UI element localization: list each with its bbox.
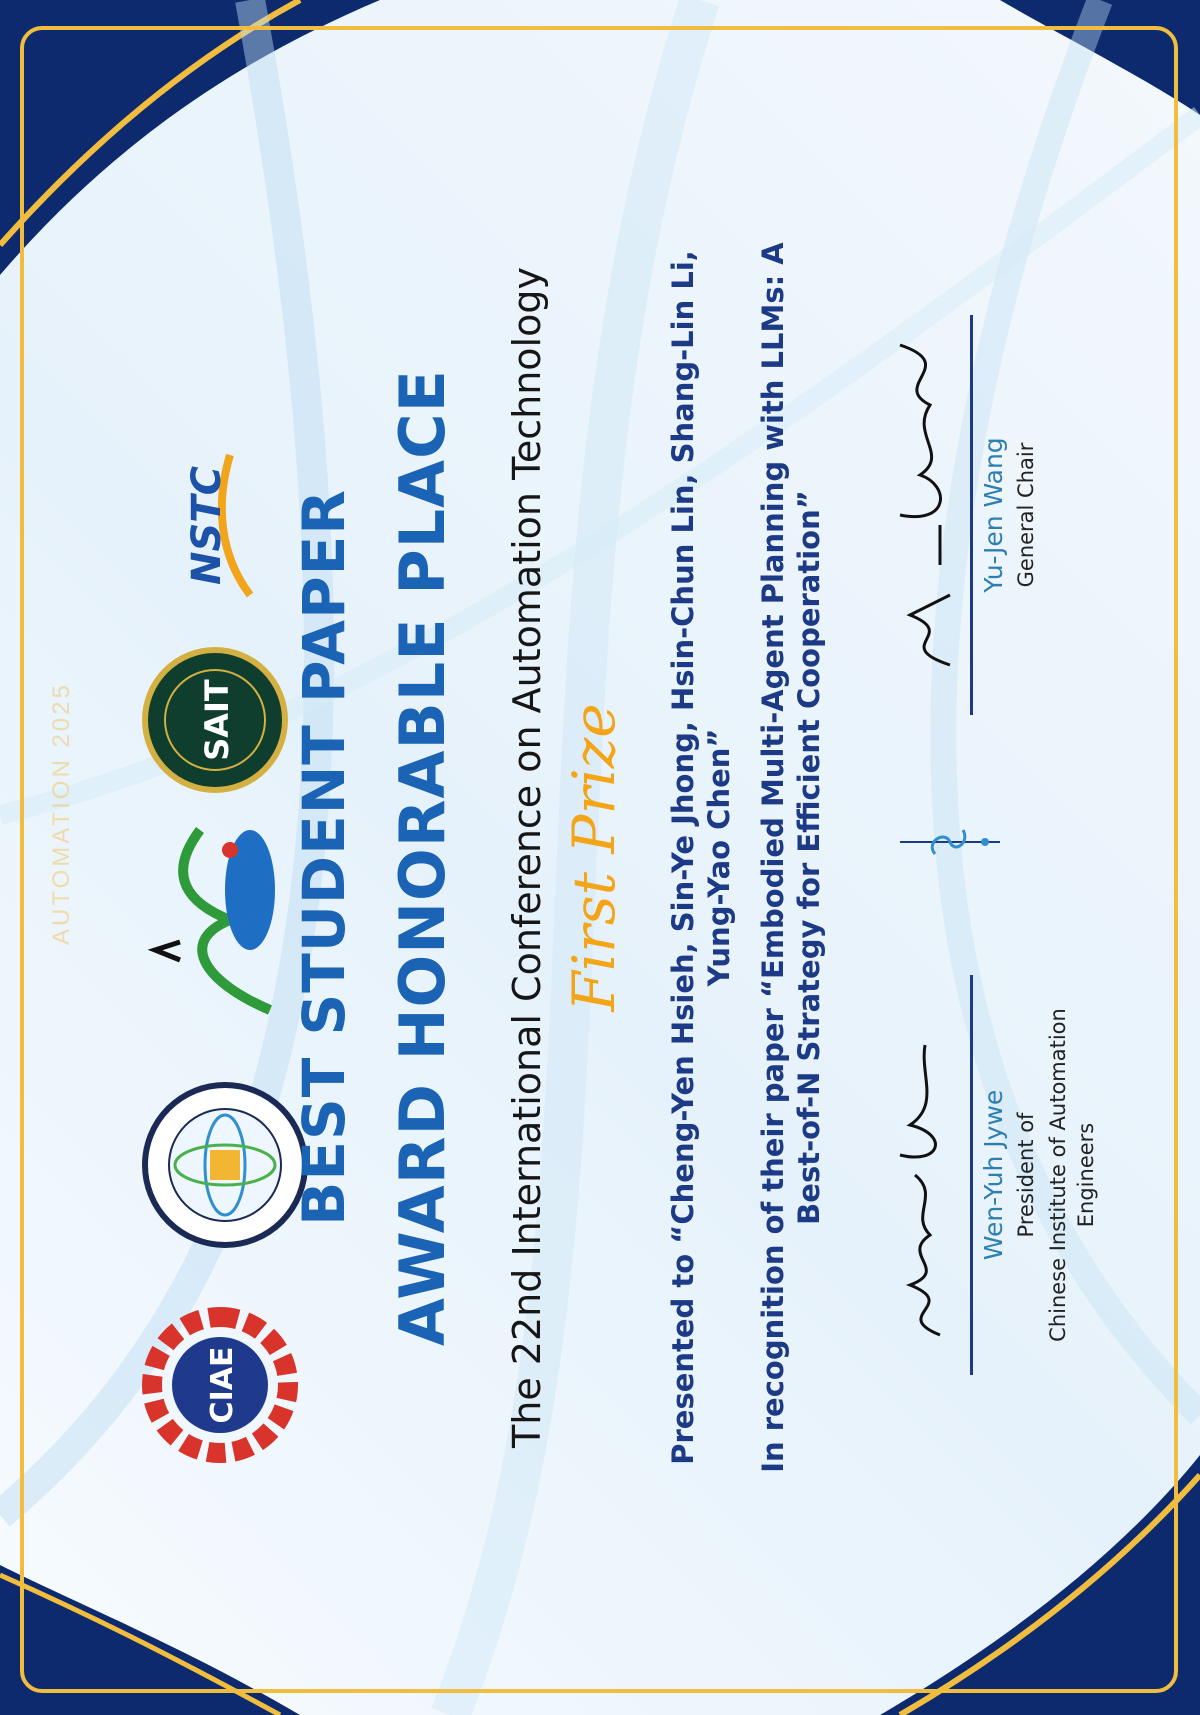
presented-to-text: Presented to “Cheng-Yen Hsieh, Sin-Ye Jhong, Hsin-Chun Lin, Shang-Lin Li, Yung-Yao Chen” [666, 250, 736, 1465]
signature-yu-jen-wang [870, 325, 970, 705]
signature-block-right [870, 305, 1040, 725]
prize-label: First Prize [560, 703, 628, 1012]
recognition-text: In recognition of their paper “Embodied Multi-Agent Planning with LLMs: A Best-of-N Strategy for Efficient Cooperation” [756, 242, 826, 1473]
svg-text:CIAE: CIAE [205, 1346, 240, 1424]
university-logo [140, 820, 300, 1020]
svg-text:SAIT: SAIT [198, 679, 236, 761]
mech-dept-seal-logo [140, 1080, 310, 1250]
award-title-line2: AWARD HONORABLE PLACE [386, 369, 459, 1346]
signatory-role-line1: President of [1014, 1112, 1038, 1238]
svg-text:NSTC: NSTC [184, 466, 230, 585]
automation-2025-watermark: AUTOMATION 2025 [48, 682, 75, 945]
conference-name: The 22nd International Conference on Automation Technology [505, 267, 549, 1448]
signature-line [970, 975, 973, 1375]
signatory-name: Wen-Yuh Jywe [979, 1089, 1008, 1261]
center-ornament [895, 822, 1005, 862]
signature-line [970, 315, 973, 715]
signatory-role-line1: General Chair [1014, 442, 1038, 588]
signature-block-left [870, 965, 1100, 1385]
ciae-logo [140, 1305, 300, 1465]
award-title-line1: BEST STUDENT PAPER [290, 489, 358, 1226]
signature-wen-yuh-jywe [870, 985, 970, 1365]
nstc-logo [160, 445, 270, 605]
signatory-name: Yu-Jen Wang [979, 437, 1008, 593]
sait-logo [140, 645, 290, 795]
signatory-role-line2: Chinese Institute of Automation Engineers [1046, 1008, 1098, 1342]
